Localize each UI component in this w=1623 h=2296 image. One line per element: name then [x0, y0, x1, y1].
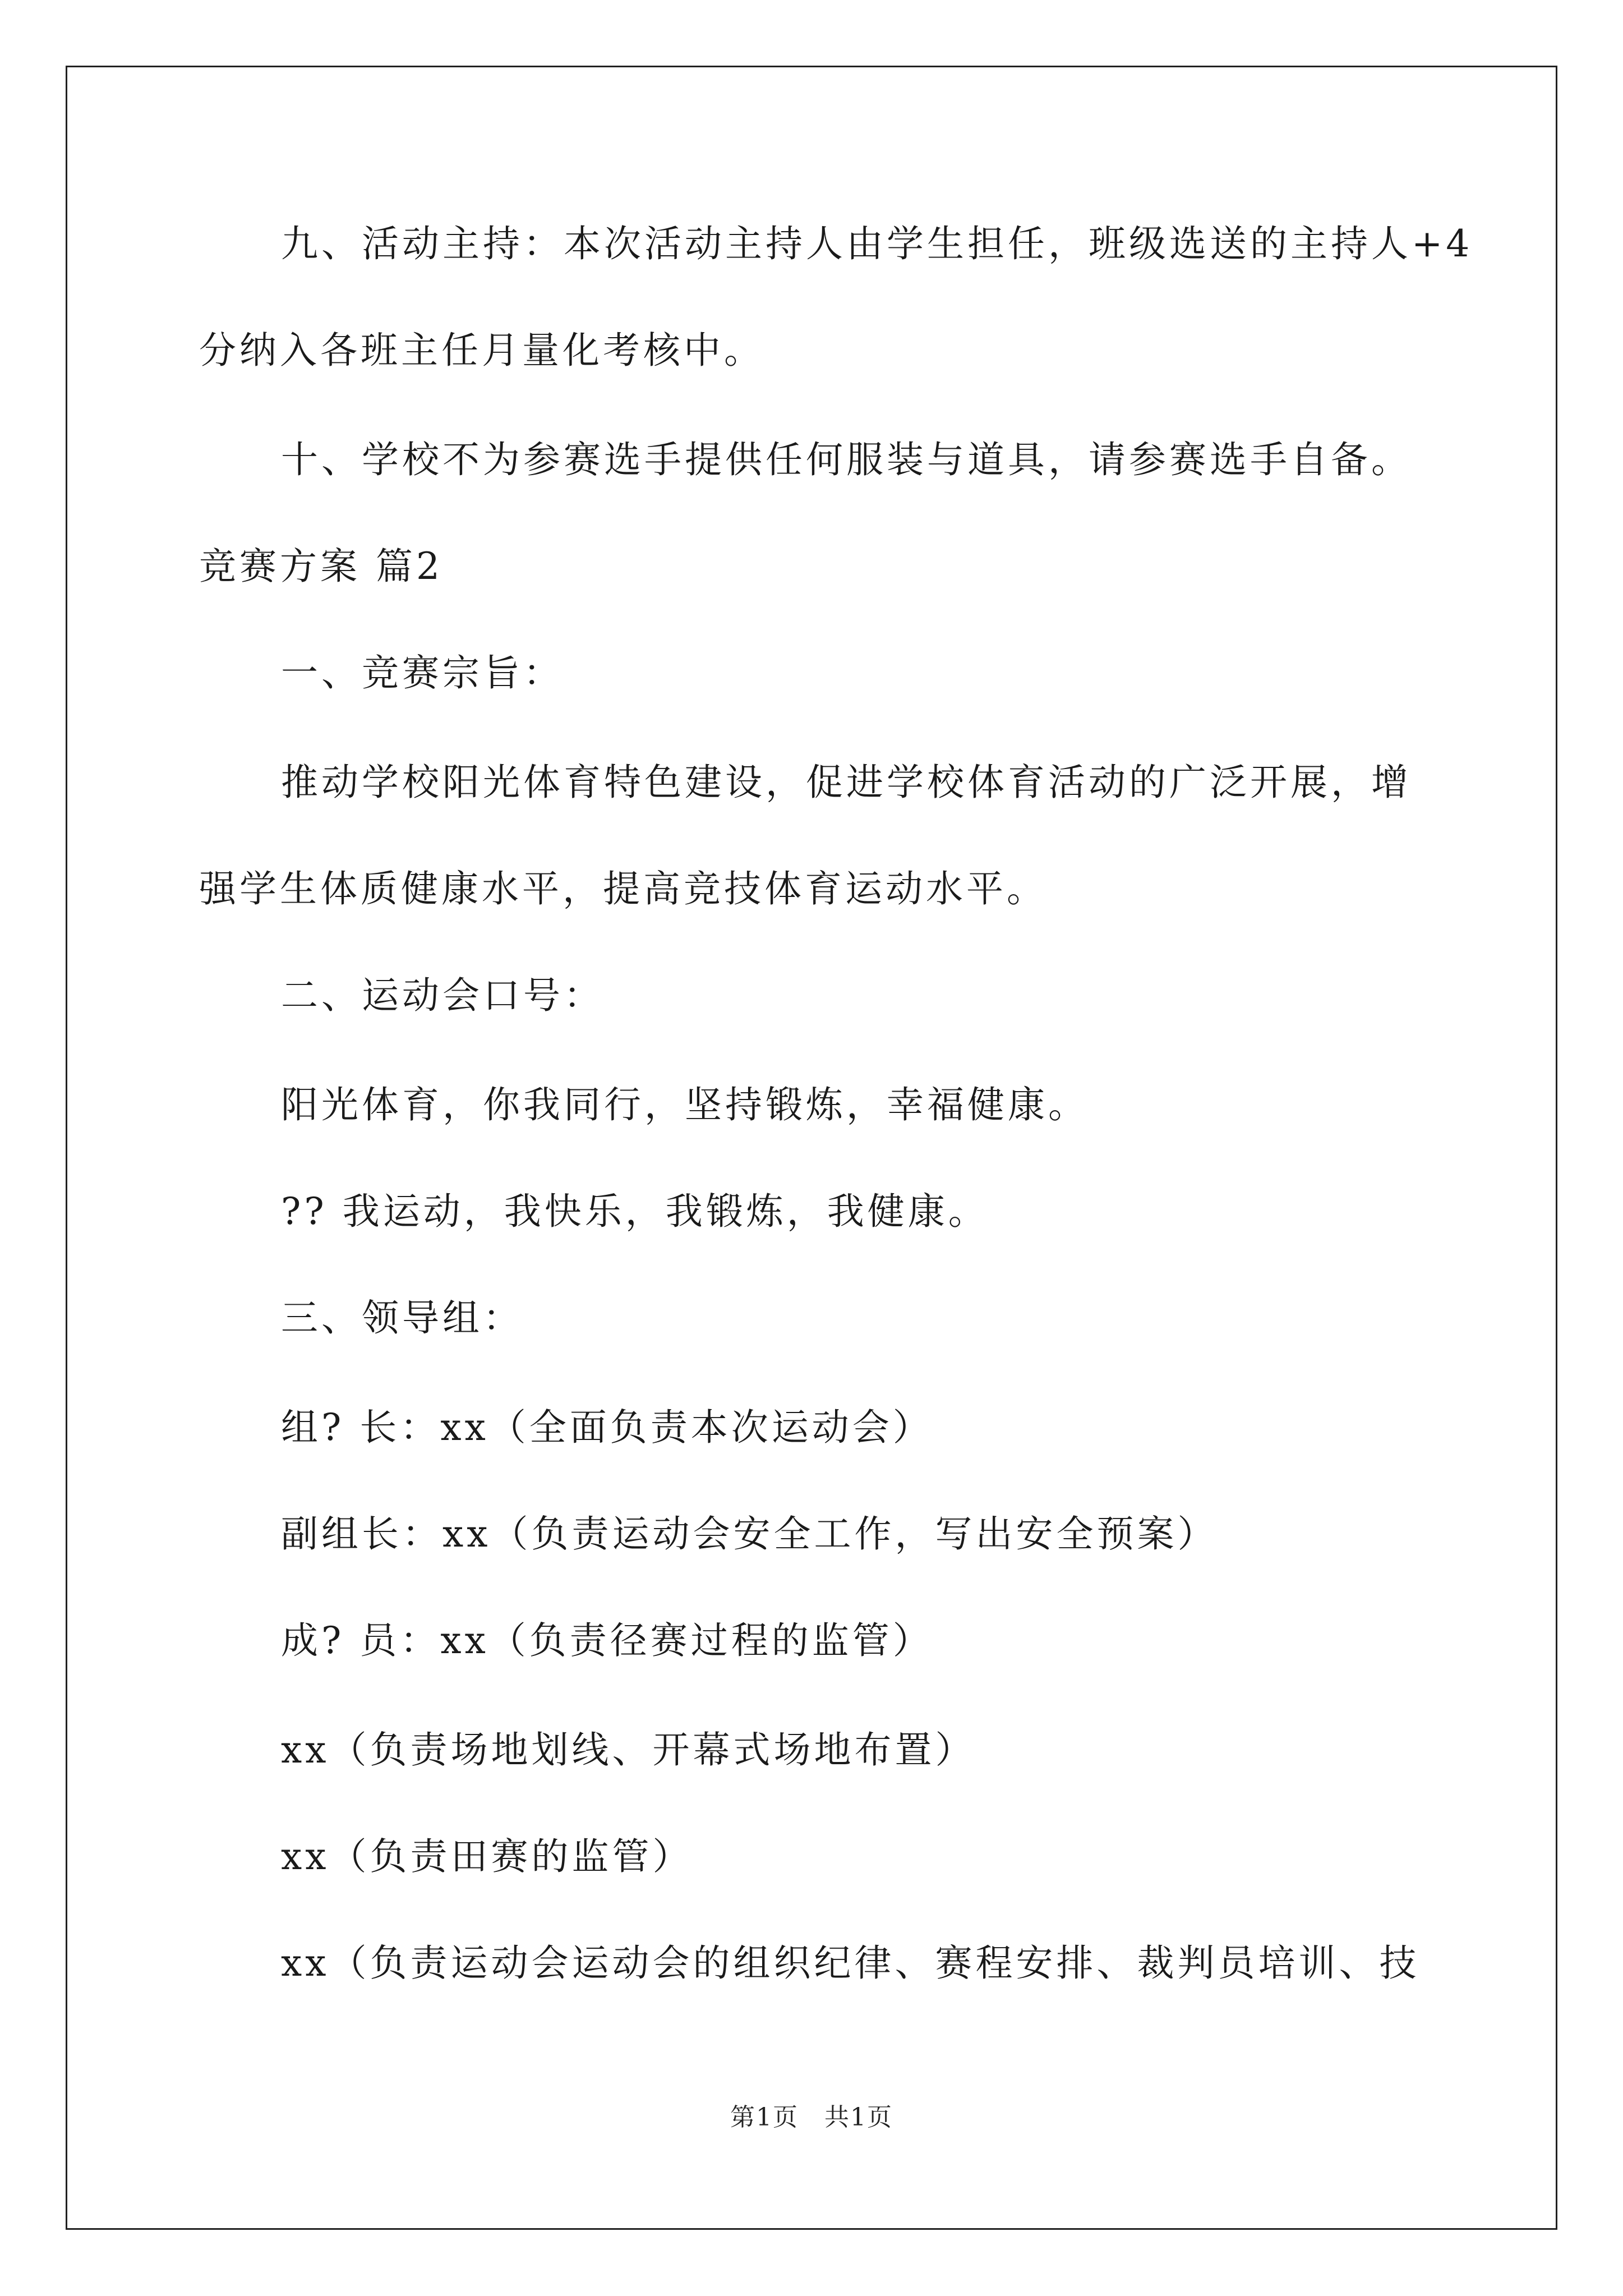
paragraph-line: 一、竞赛宗旨：	[281, 651, 564, 694]
paragraph-line: xx（负责运动会运动会的组织纪律、赛程安排、裁判员培训、技	[281, 1941, 1420, 1985]
paragraph-line: 分纳入各班主任月量化考核中。	[199, 329, 764, 372]
section-heading: 竞赛方案 篇2	[199, 545, 443, 588]
paragraph-line: xx（负责场地划线、开幕式场地布置）	[281, 1728, 976, 1772]
paragraph-line: 三、领导组：	[281, 1296, 523, 1340]
paragraph-line: 强学生体质健康水平，提高竞技体育运动水平。	[199, 867, 1047, 910]
page-frame	[66, 66, 1557, 2230]
paragraph-line: 副组长：xx（负责运动会安全工作，写出安全预案）	[281, 1512, 1218, 1556]
paragraph-line: 推动学校阳光体育特色建设，促进学校体育活动的广泛开展，增	[281, 761, 1412, 804]
paragraph-line: 成? 员：xx（负责径赛过程的监管）	[281, 1619, 933, 1662]
paragraph-line: 二、运动会口号：	[281, 974, 604, 1017]
paragraph-line: xx（负责田赛的监管）	[281, 1835, 693, 1878]
paragraph-line: 十、学校不为参赛选手提供任何服装与道具，请参赛选手自备。	[281, 438, 1412, 481]
page-footer: 第1页 共1页	[730, 2103, 893, 2132]
paragraph-line: 九、活动主持：本次活动主持人由学生担任，班级选送的主持人+4	[281, 222, 1473, 265]
paragraph-line: 阳光体育，你我同行，坚持锻炼，幸福健康。	[281, 1083, 1089, 1126]
paragraph-line: 组? 长：xx（全面负责本次运动会）	[281, 1406, 933, 1449]
paragraph-line: ?? 我运动，我快乐，我锻炼，我健康。	[281, 1190, 989, 1233]
